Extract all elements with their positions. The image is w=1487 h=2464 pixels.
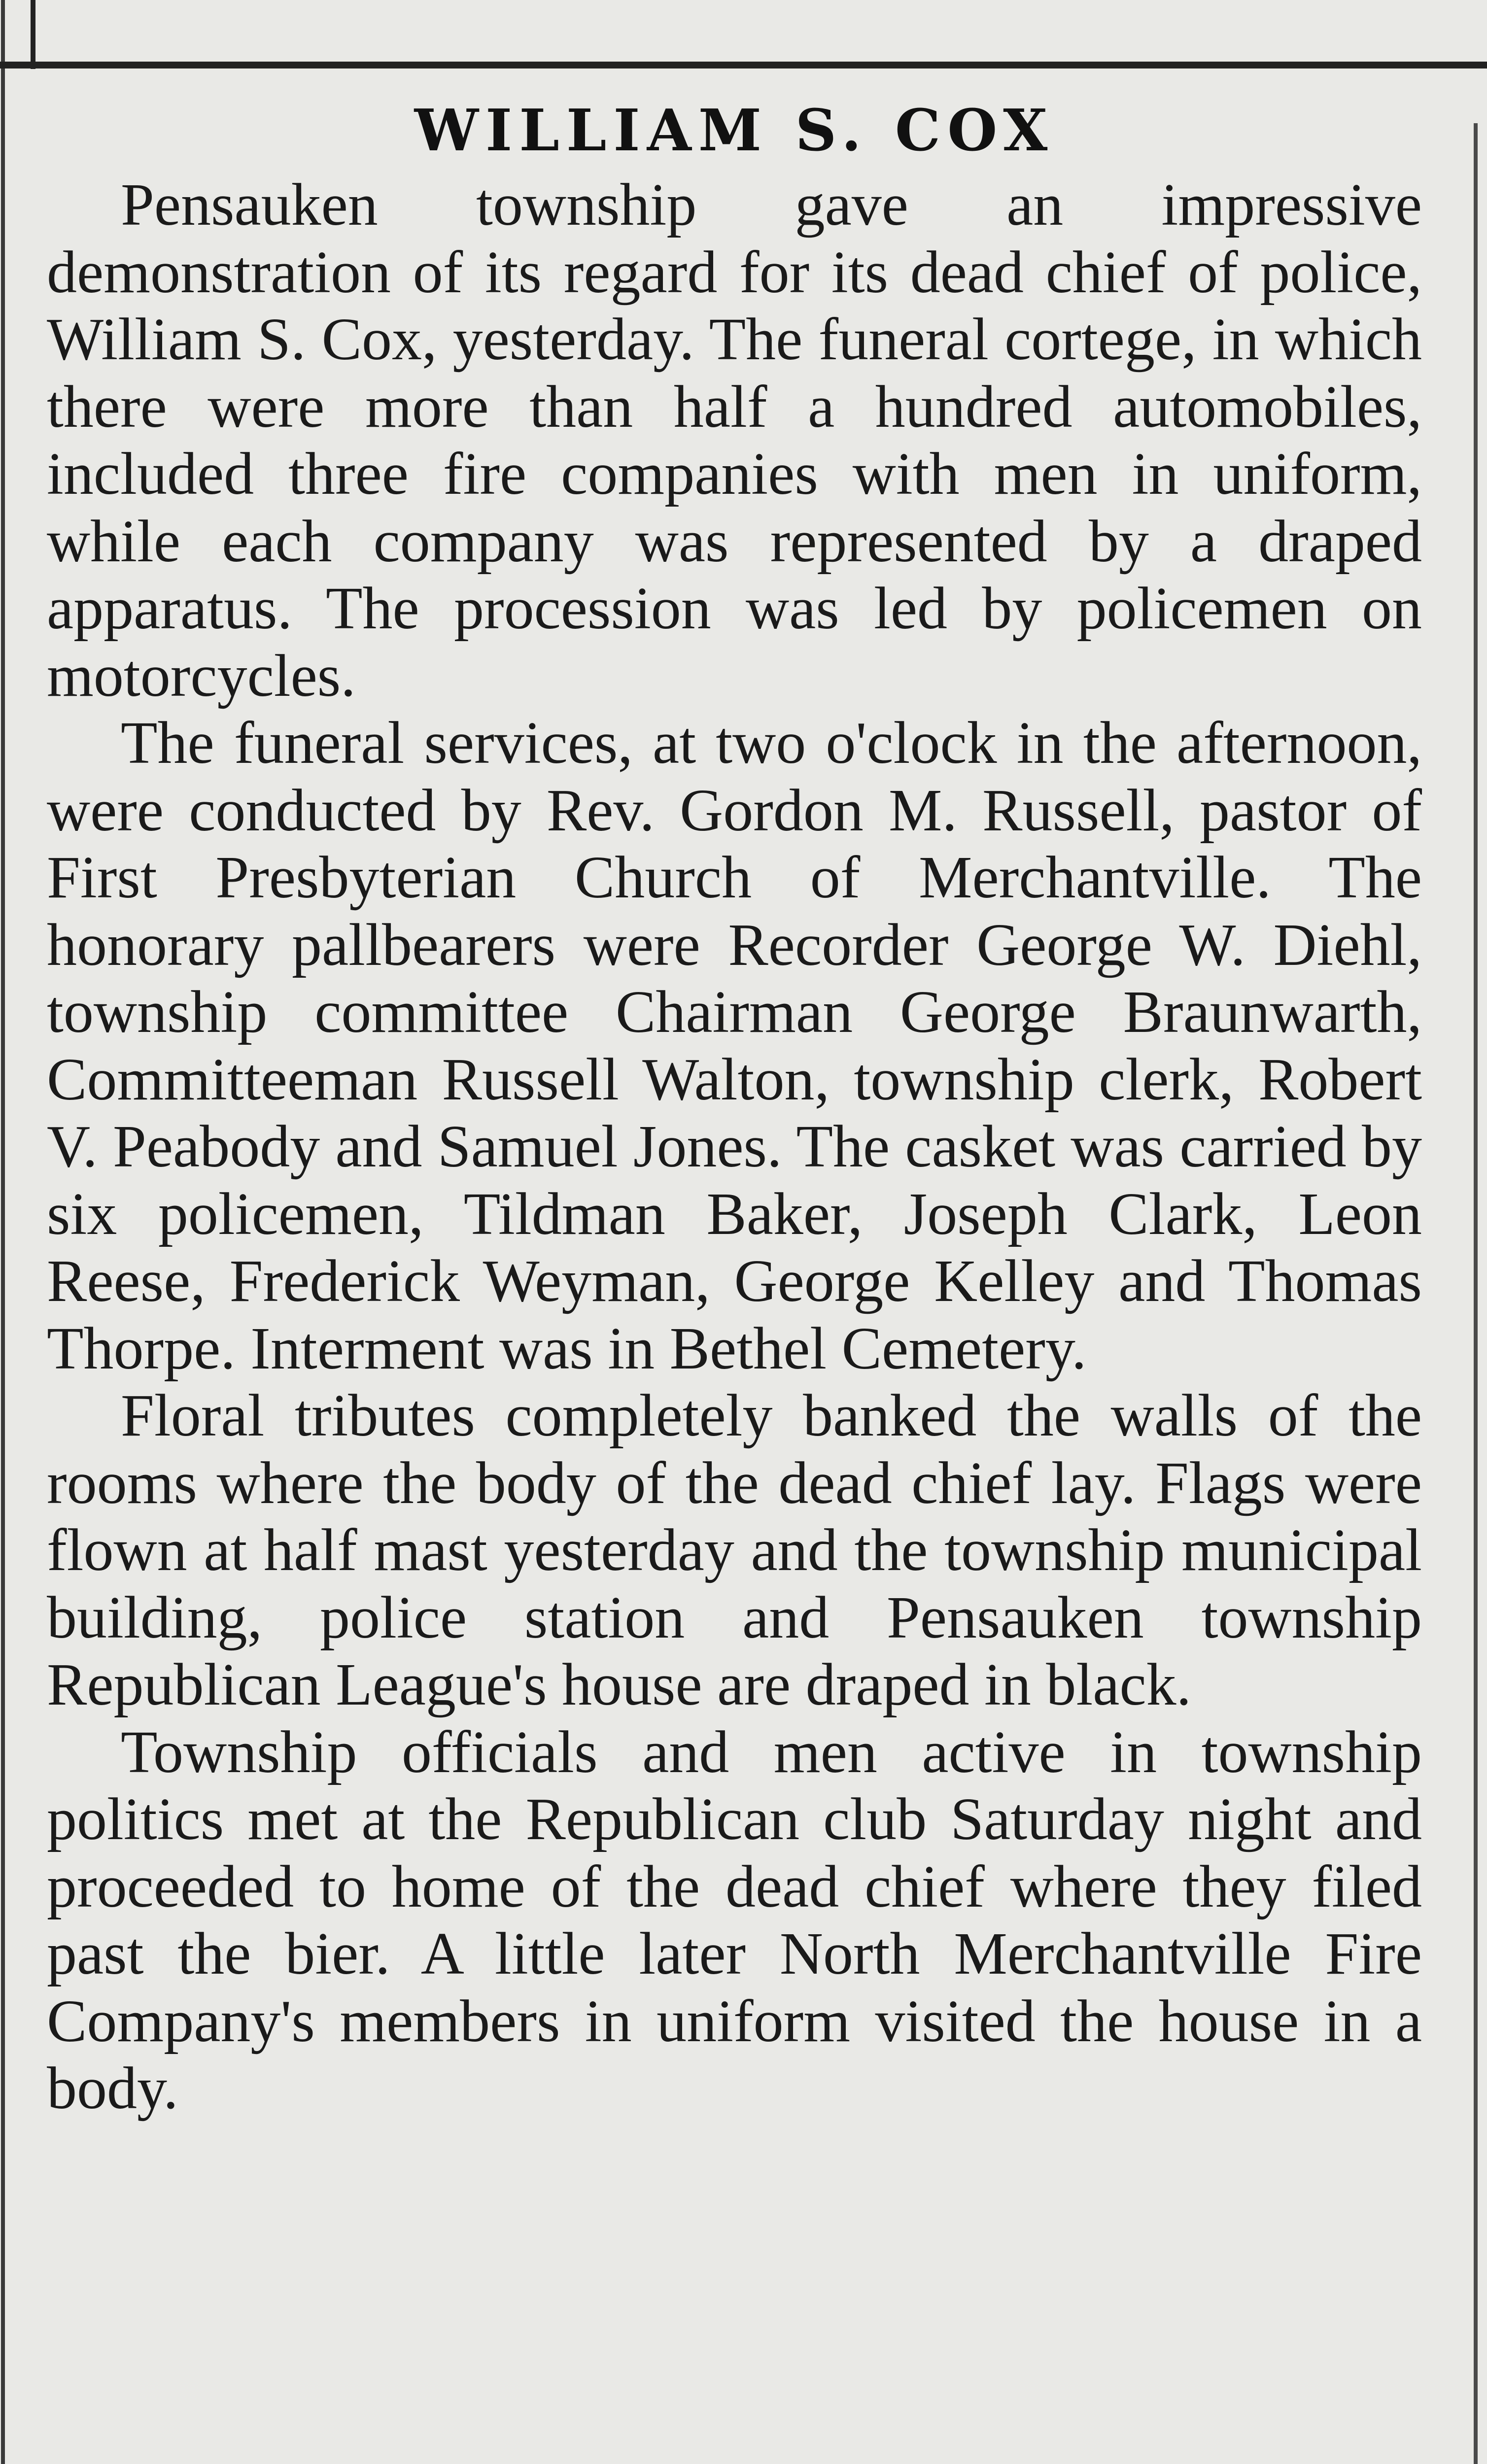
paragraph-text: Pensauken township gave an impressive demonstration of its regard for its dead chief of police, William S. Cox, yesterday. The funeral cortege, in which there were more than half a hundred automobiles, included three fire companies with men in uniform, while each company was represented by a draped apparatus. The procession was led by policemen on motorcycles.	[47, 171, 1422, 709]
paragraph-text: Township officials and men active in township politics met at the Republican club Saturday night and proceeded to home of the dead chief where they filed past the bier. A little later North Merchantville Fire Company's members in uniform visited the house in a body.	[47, 1718, 1422, 2122]
column-rule-left	[1, 0, 5, 2464]
article-headline: WILLIAM S. COX	[414, 97, 1055, 164]
section-rule-top	[0, 62, 1487, 68]
article-paragraph-4	[47, 1719, 1422, 2122]
paragraph-text: Floral tributes completely banked the walls of the rooms where the body of the dead chief lay. Flags were flown at half mast yesterday and the township municipal building, police station and Pensauken township Republican League's house are draped in black.	[47, 1382, 1422, 1718]
column-rule-right	[1474, 123, 1478, 2464]
article-paragraph-1	[47, 171, 1422, 710]
article-paragraph-2	[47, 710, 1422, 1382]
article-paragraph-3	[47, 1382, 1422, 1719]
paragraph-text: The funeral services, at two o'clock in the afternoon, were conducted by Rev. Gordon M. Russell, pastor of First Presbyterian Church of Merchantville. The honorary pallbearers were Recorder George W. Diehl, township committee Chairman George Braunwarth, Committeeman Russell Walton, township clerk, Robert V. Peabody and Samuel Jones. The casket was carried by six policemen, Tildman Baker, Joseph Clark, Leon Reese, Frederick Weyman, George Kelley and Thomas Thorpe. Interment was in Bethel Cemetery.	[47, 710, 1422, 1382]
article-column	[47, 94, 1422, 2122]
column-rule-tick	[31, 0, 35, 69]
